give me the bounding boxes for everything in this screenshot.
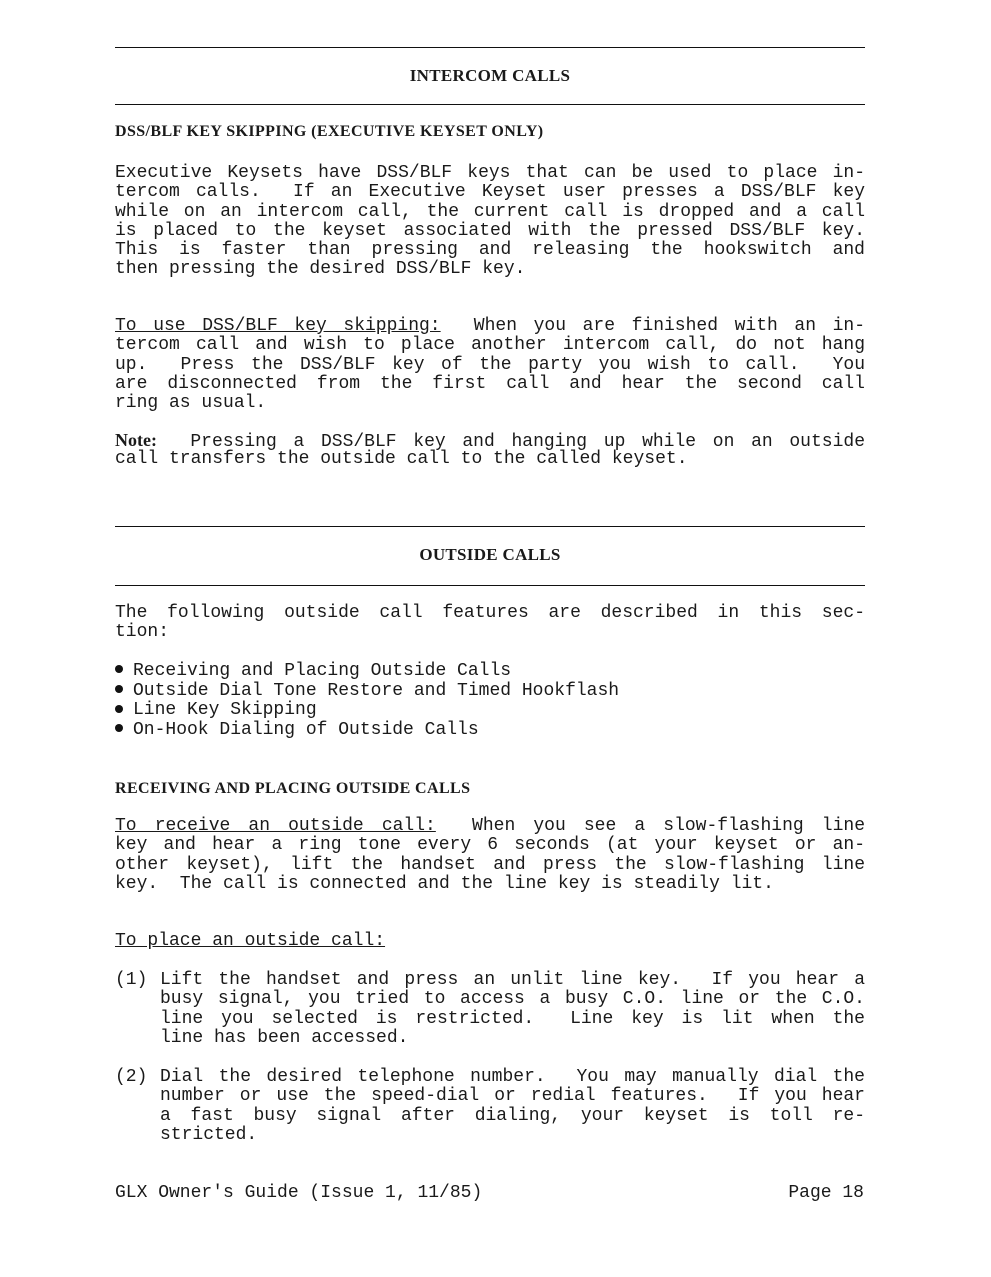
list-item-label: On-Hook Dialing of Outside Calls: [133, 720, 479, 741]
text-line: tion:: [115, 622, 170, 643]
text-line: Lift the handset and press an unlit line key. If you hear a: [160, 970, 865, 990]
step-number: (1): [115, 970, 148, 990]
text-line: key. The call is connected and the line key is steadily lit.: [115, 873, 774, 894]
list-item: [115, 682, 619, 702]
intercom-note: [115, 431, 865, 470]
outside-heading-rule: [115, 585, 865, 586]
text-span: Pressing a DSS/BLF key and hanging up while on an outside: [156, 432, 865, 452]
step-2: [115, 1068, 865, 1145]
text-line: [115, 317, 865, 336]
text-line: tercom call and wish to place another intercom call, do not hang: [115, 335, 865, 356]
intercom-paragraph-1: [115, 164, 865, 280]
text-line: ring as usual.: [115, 393, 267, 414]
outside-top-rule: [115, 526, 865, 527]
text-line: is placed to the keyset associated with the pressed DSS/BLF key.: [115, 220, 865, 241]
text-line: tercom calls. If an Executive Keyset user presses a DSS/BLF key: [115, 182, 865, 203]
note-label: Note:: [115, 430, 157, 450]
list-item-label: Line Key Skipping: [133, 700, 317, 721]
receive-paragraph: [115, 817, 865, 894]
section-heading-intercom: INTERCOM CALLS: [409, 66, 571, 85]
instruction-lead: To receive an outside call:: [115, 816, 436, 836]
top-rule: [115, 47, 865, 48]
intercom-heading-rule: [115, 104, 865, 105]
list-item: [115, 662, 619, 682]
text-span: When you see a slow-flashing line: [435, 816, 865, 836]
footer-guide-title: GLX Owner's Guide (Issue 1, 11/85): [115, 1183, 483, 1203]
step-text: [160, 971, 865, 1048]
step-text: [160, 1068, 865, 1145]
text-line: are disconnected from the first call and hear the second call: [115, 373, 865, 394]
text-line: a fast busy signal after dialing, your keyset is toll re-: [160, 1105, 865, 1126]
list-item-label: Outside Dial Tone Restore and Timed Hookflash: [133, 680, 620, 701]
text-line: then pressing the desired DSS/BLF key.: [115, 259, 526, 280]
feature-list: [115, 662, 619, 741]
text-line: while on an intercom call, the current call is dropped and a call: [115, 201, 865, 222]
text-span: When you are finished with an in-: [440, 316, 866, 336]
text-line: [115, 817, 865, 836]
text-line: stricted.: [160, 1124, 258, 1145]
list-item: [115, 701, 619, 721]
text-line: [115, 431, 865, 450]
bullet-icon: [115, 685, 123, 693]
text-line: line has been accessed.: [160, 1027, 409, 1048]
instruction-lead: To place an outside call:: [115, 931, 386, 951]
text-line: Executive Keysets have DSS/BLF keys that can be used to place in-: [115, 163, 865, 183]
subheading-dss-blf-skipping: DSS/BLF KEY SKIPPING (EXECUTIVE KEYSET ONLY): [115, 123, 544, 140]
text-line: [115, 932, 865, 951]
text-line: number or use the speed-dial or redial features. If you hear: [160, 1086, 865, 1107]
text-line: other keyset), lift the handset and press the slow-flashing line: [115, 854, 865, 875]
bullet-icon: [115, 665, 123, 673]
text-line: busy signal, you tried to access a busy C.O. line or the C.O.: [160, 989, 865, 1010]
text-line: line you selected is restricted. Line key is lit when the: [160, 1008, 865, 1029]
place-lead: [115, 932, 865, 951]
outside-intro: [115, 604, 865, 643]
step-number: (2): [115, 1067, 148, 1087]
intercom-paragraph-2: [115, 317, 865, 413]
text-line: Dial the desired telephone number. You may manually dial the: [160, 1067, 865, 1087]
step-1: [115, 971, 865, 1048]
text-line: The following outside call features are described in this sec-: [115, 603, 865, 623]
text-line: call transfers the outside call to the called keyset.: [115, 449, 688, 470]
text-line: up. Press the DSS/BLF key of the party you wish to call. You: [115, 354, 865, 375]
bullet-icon: [115, 724, 123, 732]
text-line: key and hear a ring tone every 6 seconds (at your keyset or an-: [115, 835, 865, 856]
text-line: This is faster than pressing and releasing the hookswitch and: [115, 240, 865, 261]
section-heading-outside: OUTSIDE CALLS: [419, 545, 561, 564]
footer-page-number: Page 18: [788, 1183, 864, 1203]
list-item-label: Receiving and Placing Outside Calls: [133, 661, 512, 681]
list-item: [115, 721, 619, 741]
subheading-receiving-placing: RECEIVING AND PLACING OUTSIDE CALLS: [115, 780, 471, 797]
bullet-icon: [115, 705, 123, 713]
instruction-lead: To use DSS/BLF key skipping:: [115, 316, 441, 336]
